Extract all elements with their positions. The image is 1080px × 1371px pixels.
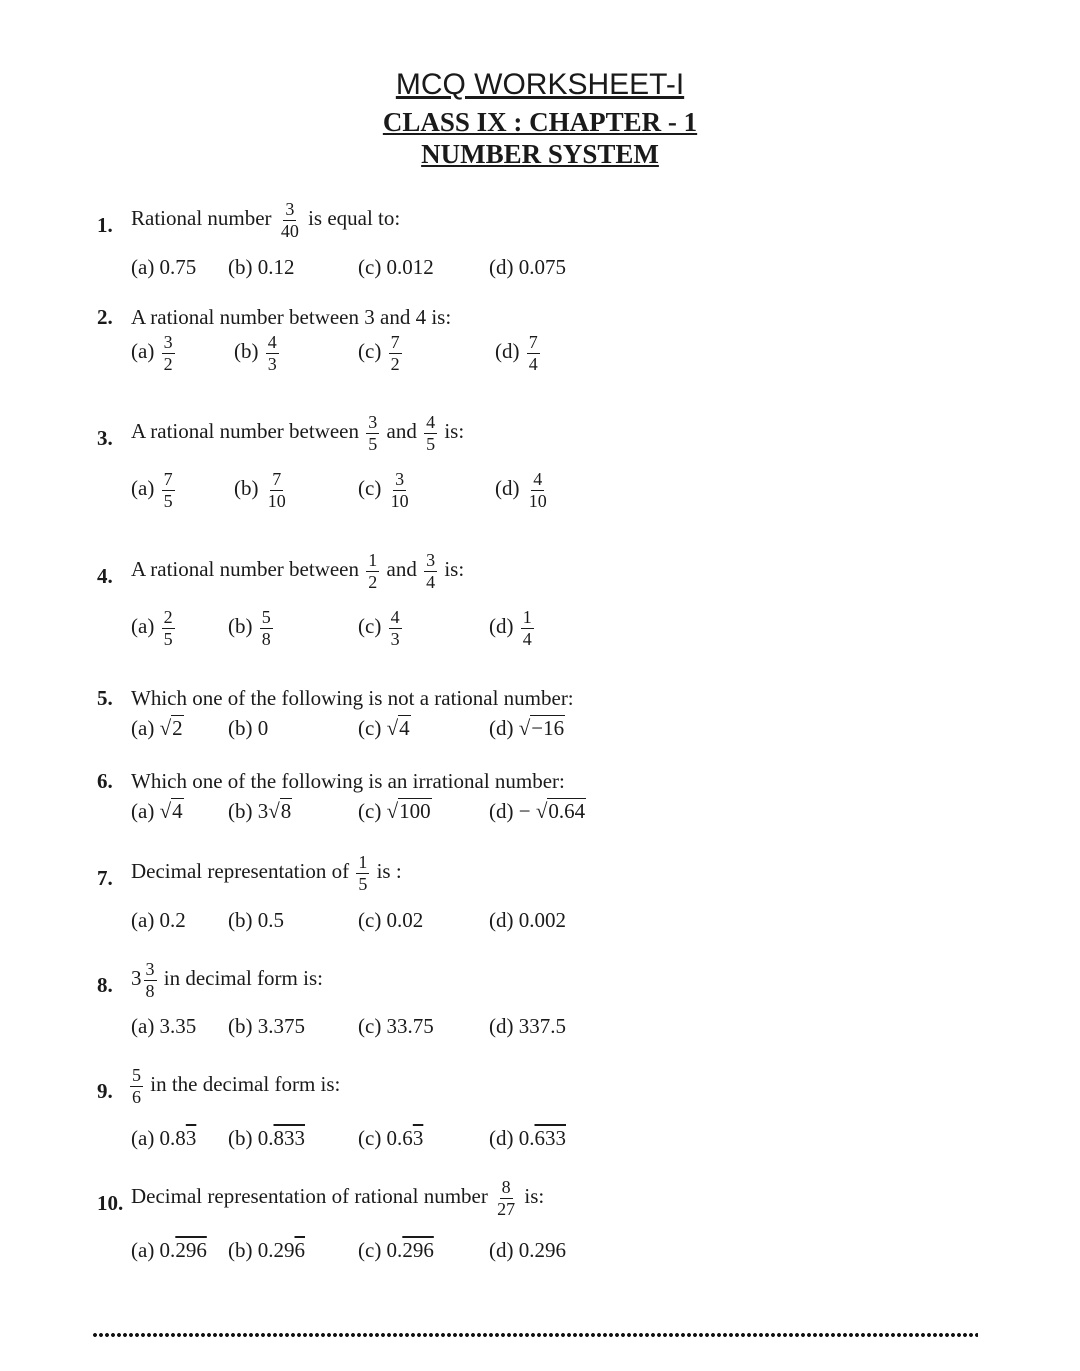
option-c[interactable]: (c) $\frac{4}{3}$ [358, 607, 400, 649]
option-b[interactable]: (b) 3.375 [228, 1014, 305, 1038]
option-c[interactable]: (c) √100 [358, 799, 431, 823]
worksheet-title: MCQ WORKSHEET-I [395, 68, 685, 101]
question-number: 5. [97, 686, 113, 710]
question-number: 7. [97, 866, 113, 890]
fraction: $\frac{3}{40}$ [280, 199, 299, 241]
question-number: 9. [97, 1079, 113, 1103]
question-1-text [131, 200, 400, 241]
question-number: 4. [97, 564, 113, 588]
option-b[interactable]: (b) $\frac{5}{8}$ [228, 607, 271, 649]
question-10-text: Decimal representation of rational number $\frac{8}{27}$ is: [131, 1177, 545, 1219]
question-number: 8. [97, 973, 113, 997]
option-a[interactable]: (a) $\frac{3}{2}$ [131, 332, 173, 374]
option-c[interactable]: (c) $\frac{7}{2}$ [358, 332, 400, 374]
square-root: √4 [386, 716, 410, 740]
option-c[interactable]: (c) 0.012 [358, 255, 434, 279]
option-d[interactable]: (d) 0.002 [489, 908, 566, 932]
option-c[interactable]: (c) 0.63 [358, 1126, 424, 1150]
option-a[interactable]: (a) √4 [131, 799, 183, 823]
question-number: 3. [97, 426, 113, 450]
option-b[interactable]: (b) $\frac{4}{3}$ [234, 332, 277, 374]
option-c[interactable]: (c) √4 [358, 716, 410, 740]
square-root: √4 [159, 799, 183, 823]
square-root: √8 [268, 799, 292, 823]
question-2-text: A rational number between 3 and 4 is: [131, 305, 452, 329]
option-d[interactable]: (d) √−16 [489, 716, 565, 740]
option-a[interactable]: (a) 0.75 [131, 255, 197, 279]
square-root: √−16 [518, 716, 565, 740]
question-9-text: $\frac{5}{6}$ in the decimal form is: [132, 1065, 341, 1107]
question-6-text: Which one of the following is an irrational number: [131, 769, 565, 793]
dotted-separator [92, 1332, 978, 1338]
option-d[interactable]: (d) $\frac{7}{4}$ [495, 332, 538, 374]
option-a[interactable]: (a) $\frac{2}{5}$ [131, 607, 173, 649]
class-chapter-heading: CLASS IX : CHAPTER - 1 [382, 107, 698, 137]
option-d[interactable]: (d) 337.5 [489, 1014, 566, 1038]
option-d[interactable]: (d) $\frac{4}{10}$ [495, 469, 547, 511]
option-c[interactable]: (c) 0.296 [358, 1238, 434, 1262]
question-5-text: Which one of the following is not a rational number: [131, 686, 574, 710]
option-d[interactable]: (d) 0.075 [489, 255, 566, 279]
option-a[interactable]: (a) √2 [131, 716, 183, 740]
question-3-text: A rational number between $\frac{3}{5}$ and $\frac{4}{5}$ is: [131, 412, 465, 454]
question-number: 2. [97, 305, 113, 329]
subject-heading: NUMBER SYSTEM [421, 139, 659, 169]
square-root: √100 [386, 799, 431, 823]
option-c[interactable]: (c) $\frac{3}{10}$ [358, 469, 409, 511]
question-8-text: 3 $\frac{3}{8}$ in decimal form is: [131, 959, 323, 1001]
option-b[interactable]: (b) 0.12 [228, 255, 295, 279]
question-text: Rational number [131, 206, 272, 231]
square-root: √0.64 [535, 799, 586, 823]
question-7-text: Decimal representation of $\frac{1}{5}$ is : [131, 852, 402, 894]
option-a[interactable]: (a) 0.83 [131, 1126, 197, 1150]
question-number: 1. [97, 213, 113, 237]
option-d[interactable]: (d) − √0.64 [489, 799, 586, 823]
option-c[interactable]: (c) 0.02 [358, 908, 424, 932]
option-b[interactable]: (b) 0.296 [228, 1238, 305, 1262]
option-b[interactable]: (b) $\frac{7}{10}$ [234, 469, 286, 511]
square-root: √2 [159, 716, 183, 740]
option-b[interactable]: (b) 0.5 [228, 908, 284, 932]
question-number: 6. [97, 769, 113, 793]
option-a[interactable]: (a) 3.35 [131, 1014, 197, 1038]
option-d[interactable]: (d) $\frac{1}{4}$ [489, 607, 532, 649]
question-text: is equal to: [308, 206, 401, 231]
option-b[interactable]: (b) 3√8 [228, 799, 292, 823]
question-number: 10. [97, 1191, 124, 1215]
option-a[interactable]: (a) $\frac{7}{5}$ [131, 469, 173, 511]
option-b[interactable]: (b) 0.833 [228, 1126, 305, 1150]
option-c[interactable]: (c) 33.75 [358, 1014, 434, 1038]
option-b[interactable]: (b) 0 [228, 716, 269, 740]
option-a[interactable]: (a) 0.2 [131, 908, 186, 932]
option-d[interactable]: (d) 0.633 [489, 1126, 566, 1150]
option-d[interactable]: (d) 0.296 [489, 1238, 566, 1262]
option-a[interactable]: (a) 0.296 [131, 1238, 207, 1262]
question-4-text: A rational number between $\frac{1}{2}$ and $\frac{3}{4}$ is: [131, 550, 465, 592]
